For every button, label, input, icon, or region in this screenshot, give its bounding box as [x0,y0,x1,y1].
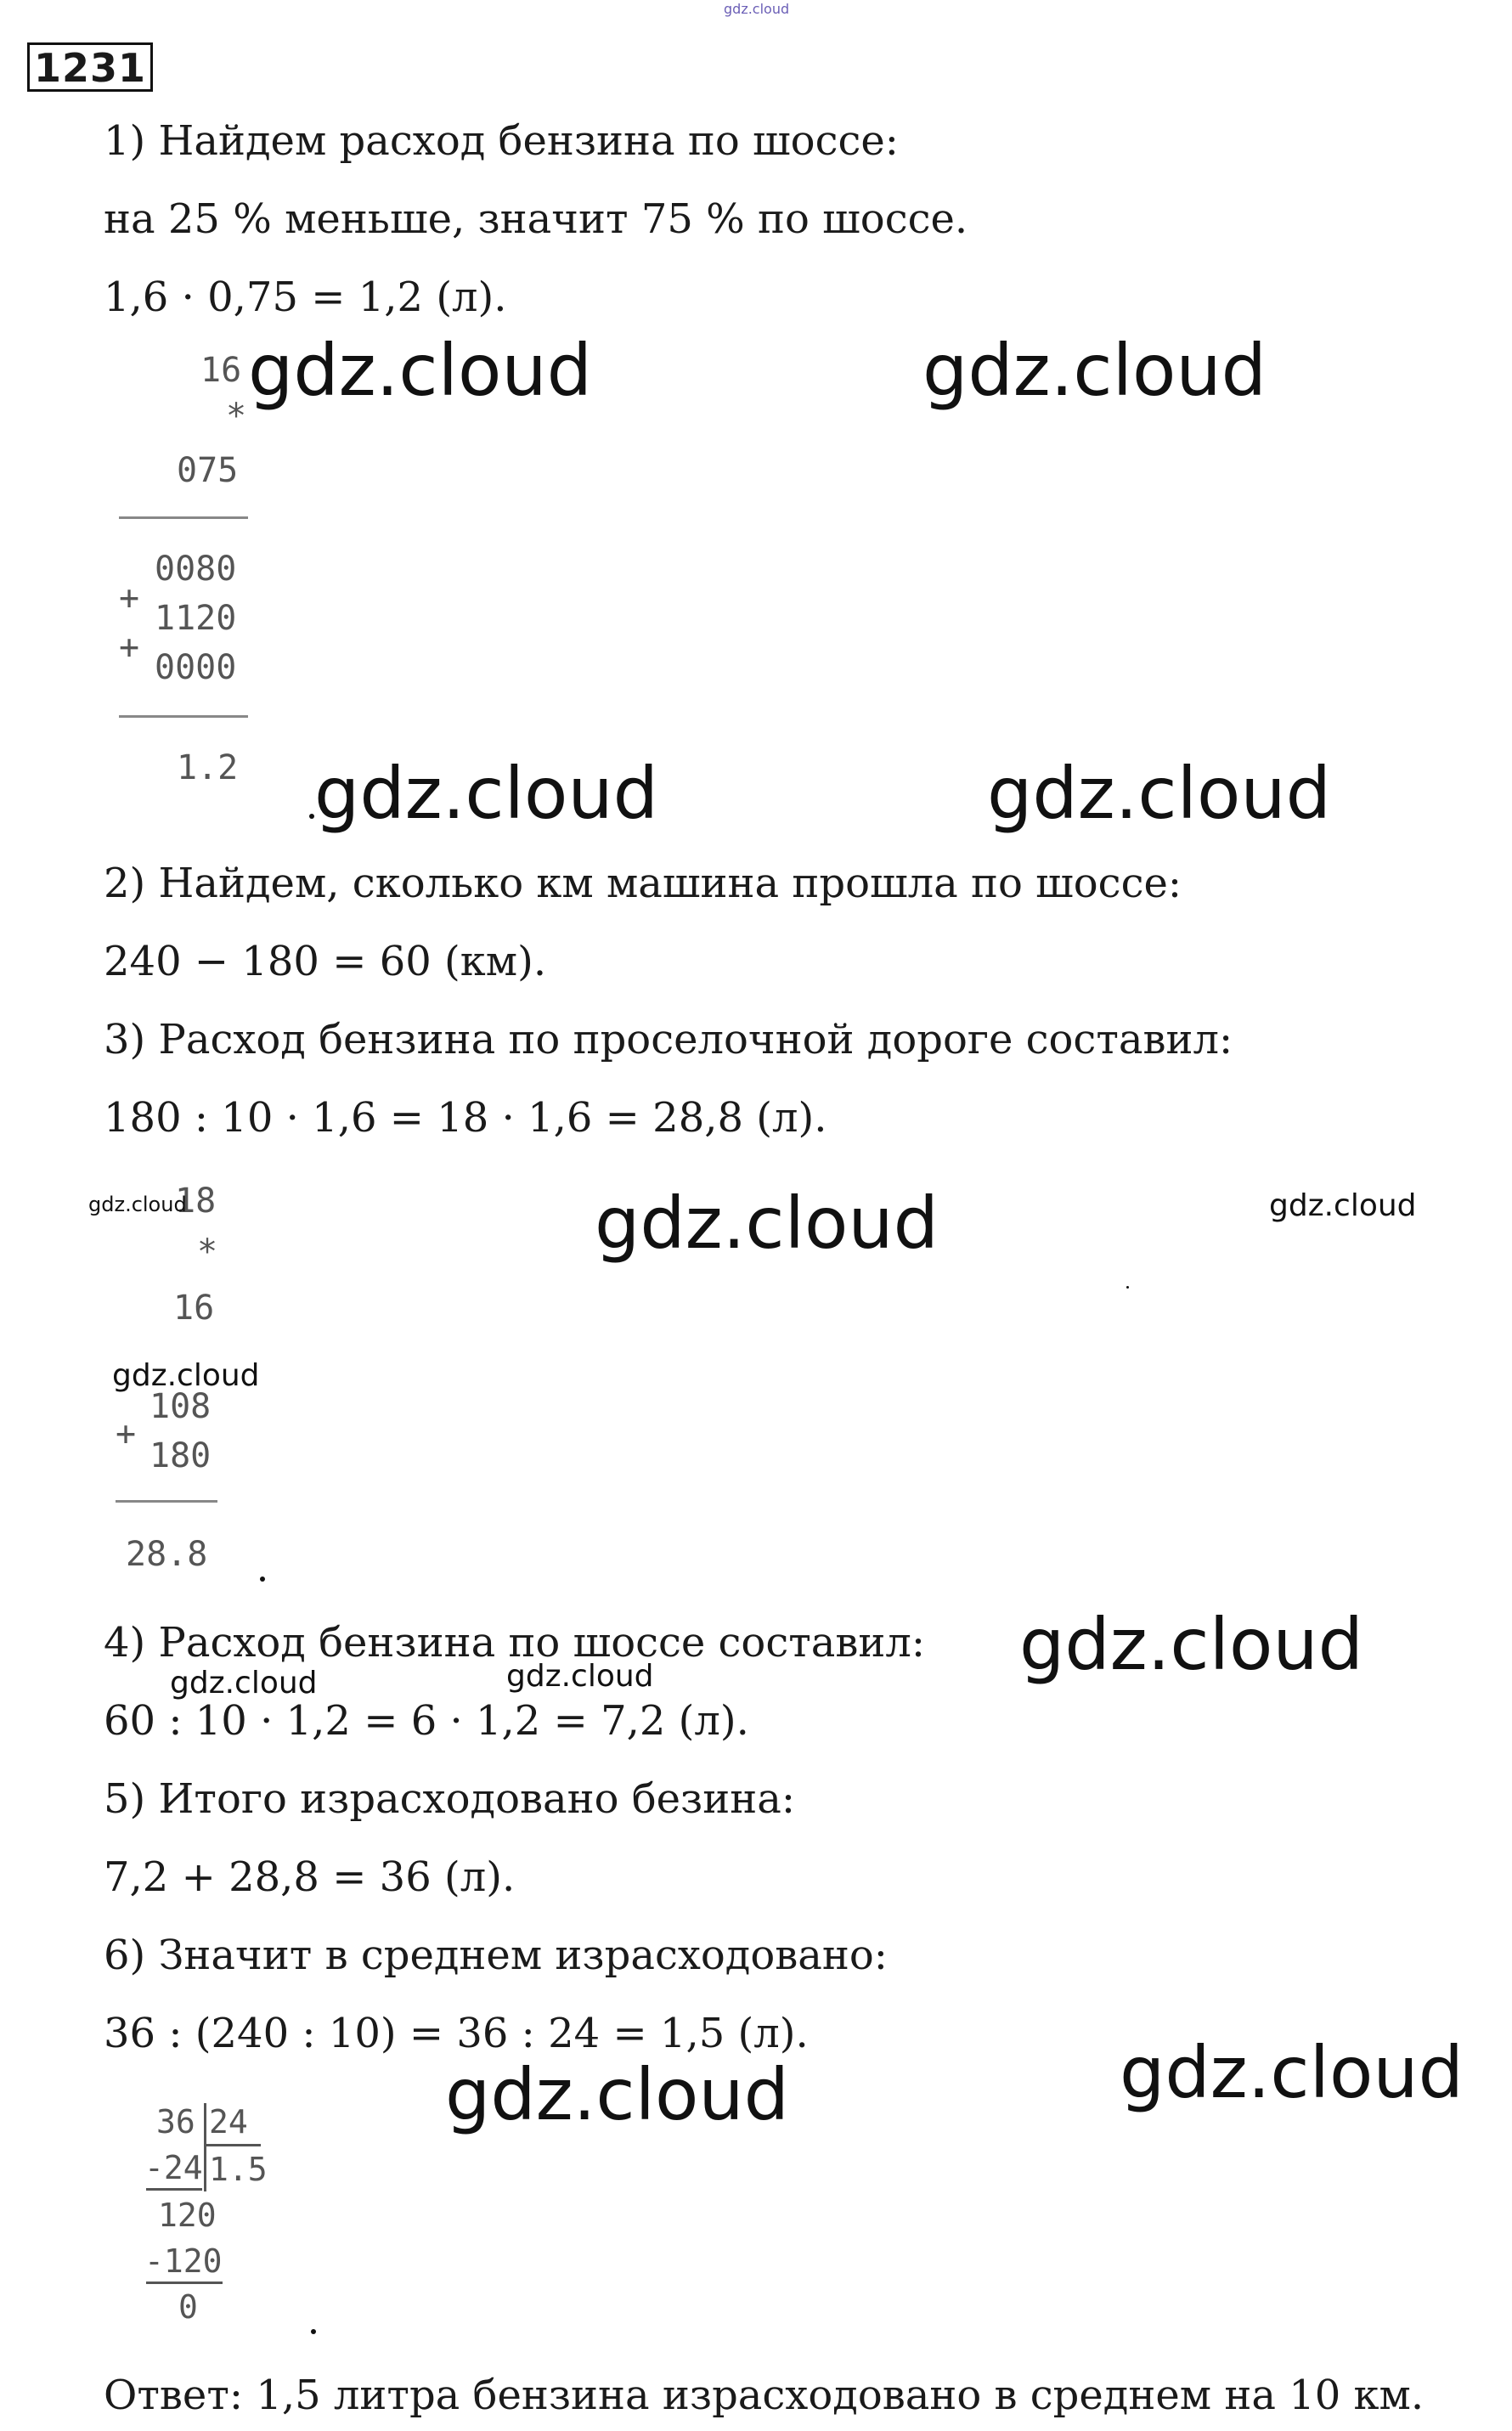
step5-title: 5) Итого израсходовано безина: [104,1775,796,1823]
problem-number: 1231 [27,42,153,92]
division-subtract-1: -24 [144,2149,203,2186]
answer-line: Ответ: 1,5 литра бензина израсходовано в среднем на 10 км. [104,2372,1425,2419]
division-line-1 [146,2188,202,2191]
step1-title: 1) Найдем расход бензина по шоссе: [104,117,899,165]
dot-3 [311,2329,316,2334]
calc1-plus-1: + [119,578,140,618]
calc2-plus: + [116,1414,137,1453]
watermark-11: gdz.cloud [506,1659,654,1694]
calc1-operator: * [226,397,247,436]
calc1-partial-1: 0080 [155,550,237,589]
step4-equation: 60 : 10 · 1,2 = 6 · 1,2 = 7,2 (л). [104,1697,749,1745]
calc1-factor-a: 16 [200,351,242,390]
calc1-factor-b: 075 [177,451,239,490]
watermark-2: gdz.cloud [922,329,1267,412]
watermark-7: gdz.cloud [1269,1188,1417,1223]
calc2-factor-b: 16 [173,1289,215,1328]
calc1-partial-3: 0000 [155,648,237,687]
division-subtract-2: -120 [144,2242,223,2280]
calc1-result: 1.2 [177,748,239,787]
division-divisor: 24 [209,2103,248,2141]
division-quotient: 1.5 [209,2151,268,2188]
step3-equation: 180 : 10 · 1,6 = 18 · 1,6 = 28,8 (л). [104,1094,827,1142]
calc1-plus-2: + [119,628,140,667]
calc2-partial-2: 180 [150,1436,212,1475]
calc1-partial-2: 1120 [155,599,237,638]
division-remainder-1: 120 [158,2197,217,2234]
calc2-line [116,1500,217,1503]
step2-equation: 240 − 180 = 60 (км). [104,938,547,985]
watermark-12: gdz.cloud [445,2053,789,2136]
dot-4 [1126,1286,1129,1289]
watermark-10: gdz.cloud [170,1666,318,1701]
calc2-operator: * [197,1232,218,1272]
watermark-3: gdz.cloud [314,752,658,835]
step5-equation: 7,2 + 28,8 = 36 (л). [104,1853,516,1901]
division-dividend: 36 [156,2103,195,2141]
step6-equation: 36 : (240 : 10) = 36 : 24 = 1,5 (л). [104,2010,809,2057]
watermark-top: gdz.cloud [724,1,790,17]
calc2-factor-a: 18 [175,1182,217,1221]
dot-2 [260,1576,265,1582]
watermark-6: gdz.cloud [595,1182,939,1265]
watermark-1: gdz.cloud [248,329,592,412]
watermark-4: gdz.cloud [987,752,1331,835]
calc1-line-2 [119,715,248,718]
division-divisor-line [206,2144,261,2146]
watermark-5: gdz.cloud [88,1193,187,1216]
watermark-8: gdz.cloud [112,1358,260,1393]
step3-title: 3) Расход бензина по проселочной дороге составил: [104,1016,1233,1063]
calc1-line-1 [119,516,248,519]
calc2-partial-1: 108 [150,1387,212,1426]
step2-title: 2) Найдем, сколько км машина прошла по шоссе: [104,860,1182,907]
division-remainder-2: 0 [178,2288,198,2326]
step4-title: 4) Расход бензина по шоссе составил: [104,1619,926,1667]
division-line-2 [146,2282,223,2284]
calc2-result: 28.8 [126,1535,208,1574]
step6-title: 6) Значит в среднем израсходовано: [104,1932,888,1979]
step1-equation: 1,6 · 0,75 = 1,2 (л). [104,274,507,321]
step1-text: на 25 % меньше, значит 75 % по шоссе. [104,195,968,243]
watermark-9: gdz.cloud [1019,1603,1363,1686]
watermark-13: gdz.cloud [1120,2031,1464,2114]
division-vertical-line [204,2103,206,2191]
